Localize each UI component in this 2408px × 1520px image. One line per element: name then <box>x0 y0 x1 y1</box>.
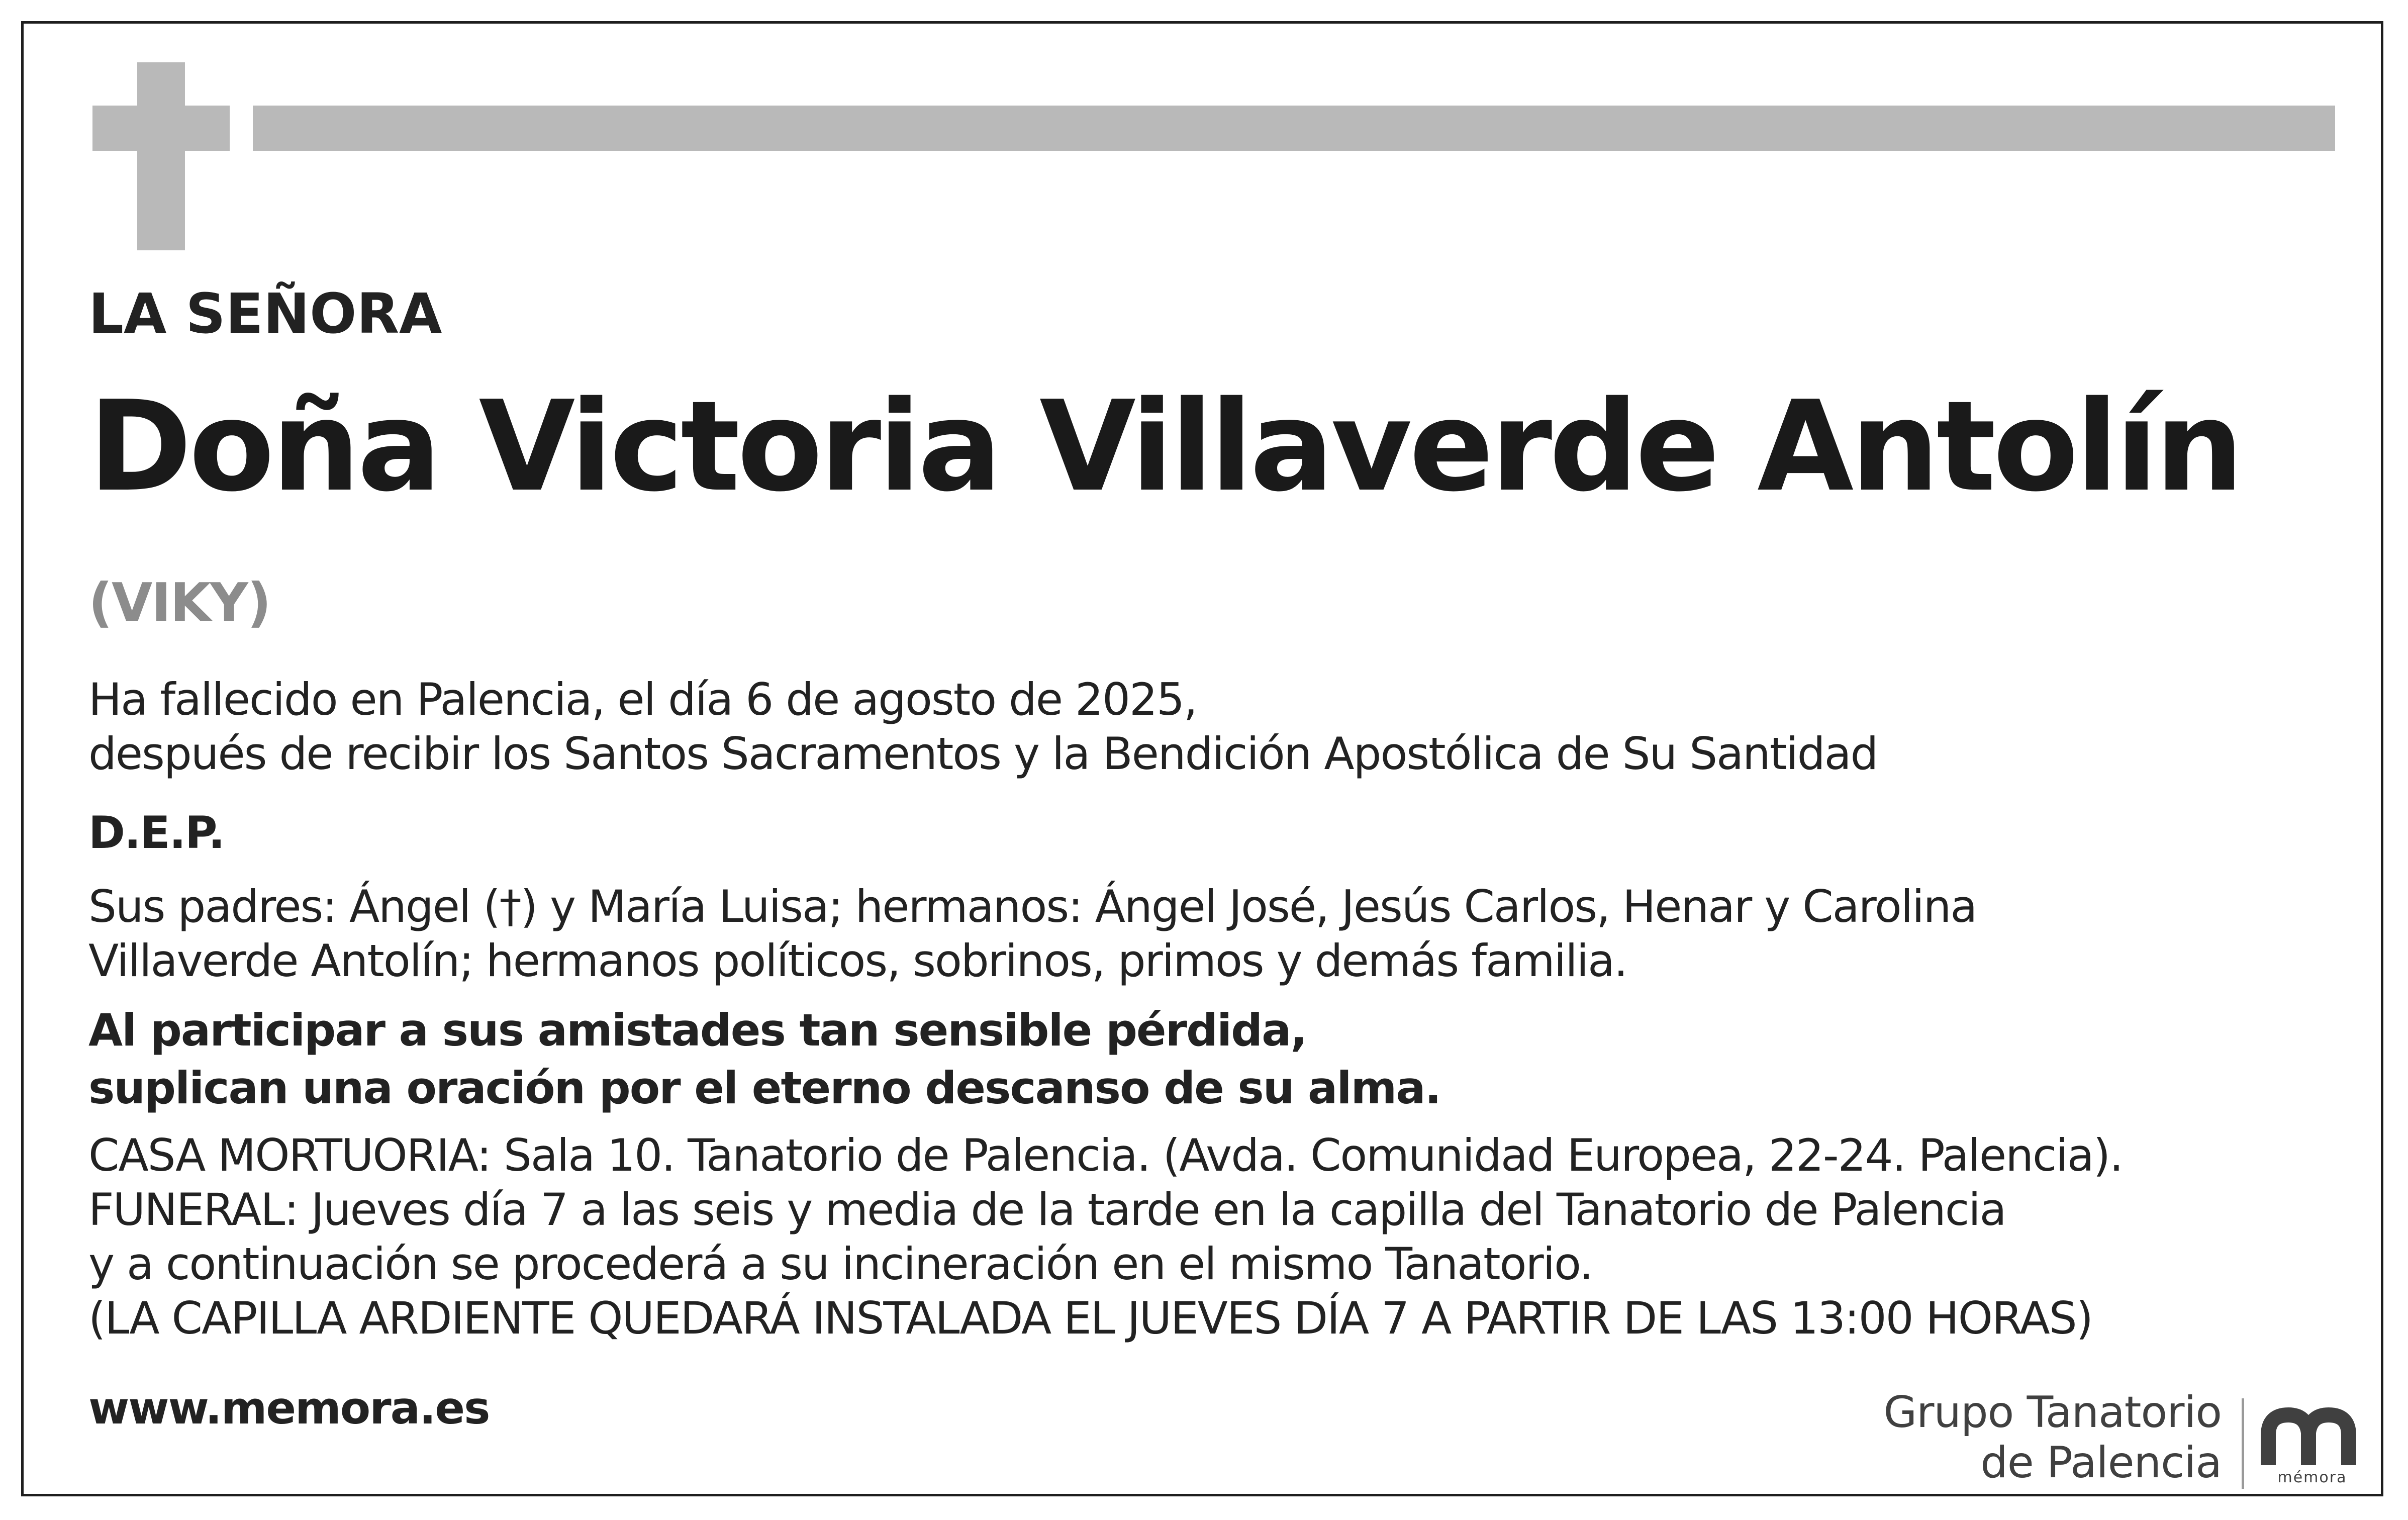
memora-logo-icon <box>2258 1407 2366 1468</box>
deceased-name: Doña Victoria Villaverde Antolín <box>88 374 2241 519</box>
pre-title: LA SEÑORA <box>88 281 442 346</box>
logo-divider <box>2242 1398 2244 1489</box>
dep-text: D.E.P. <box>88 807 224 859</box>
service-line-3: y a continuación se procederá a su incineración en el mismo Tanatorio. <box>88 1238 1593 1290</box>
cross-icon-bar <box>92 106 230 151</box>
group-name-line-1: Grupo Tanatorio <box>1883 1387 2222 1438</box>
service-line-4: (LA CAPILLA ARDIENTE QUEDARÁ INSTALADA EL JUEVES DÍA 7 A PARTIR DE LAS 13:00 HORAS) <box>88 1292 2092 1344</box>
family-line-2: Villaverde Antolín; hermanos políticos, sobrinos, primos y demás familia. <box>88 935 1627 987</box>
cross-icon <box>137 62 185 250</box>
service-line-2: FUNERAL: Jueves día 7 a las seis y media de la tarde en la capilla del Tanatorio de Palencia <box>88 1184 2006 1236</box>
prayer-line-1: Al participar a sus amistades tan sensible pérdida, <box>88 1004 1306 1056</box>
death-line-2: después de recibir los Santos Sacramentos y la Bendición Apostólica de Su Santidad <box>88 728 1878 780</box>
nickname: (VIKY) <box>88 572 270 633</box>
website-link[interactable]: www.memora.es <box>88 1382 490 1434</box>
group-name-line-2: de Palencia <box>1980 1438 2222 1488</box>
header-rule <box>253 106 2335 151</box>
prayer-line-2: suplican una oración por el eterno descanso de su alma. <box>88 1062 1441 1114</box>
service-line-1: CASA MORTUORIA: Sala 10. Tanatorio de Palencia. (Avda. Comunidad Europea, 22-24. Palencia). <box>88 1129 2123 1181</box>
family-line-1: Sus padres: Ángel (†) y María Luisa; hermanos: Ángel José, Jesús Carlos, Henar y Carolina <box>88 881 1977 932</box>
memora-logo-text: mémora <box>2277 1469 2347 1486</box>
death-line-1: Ha fallecido en Palencia, el día 6 de agosto de 2025, <box>88 674 1197 725</box>
